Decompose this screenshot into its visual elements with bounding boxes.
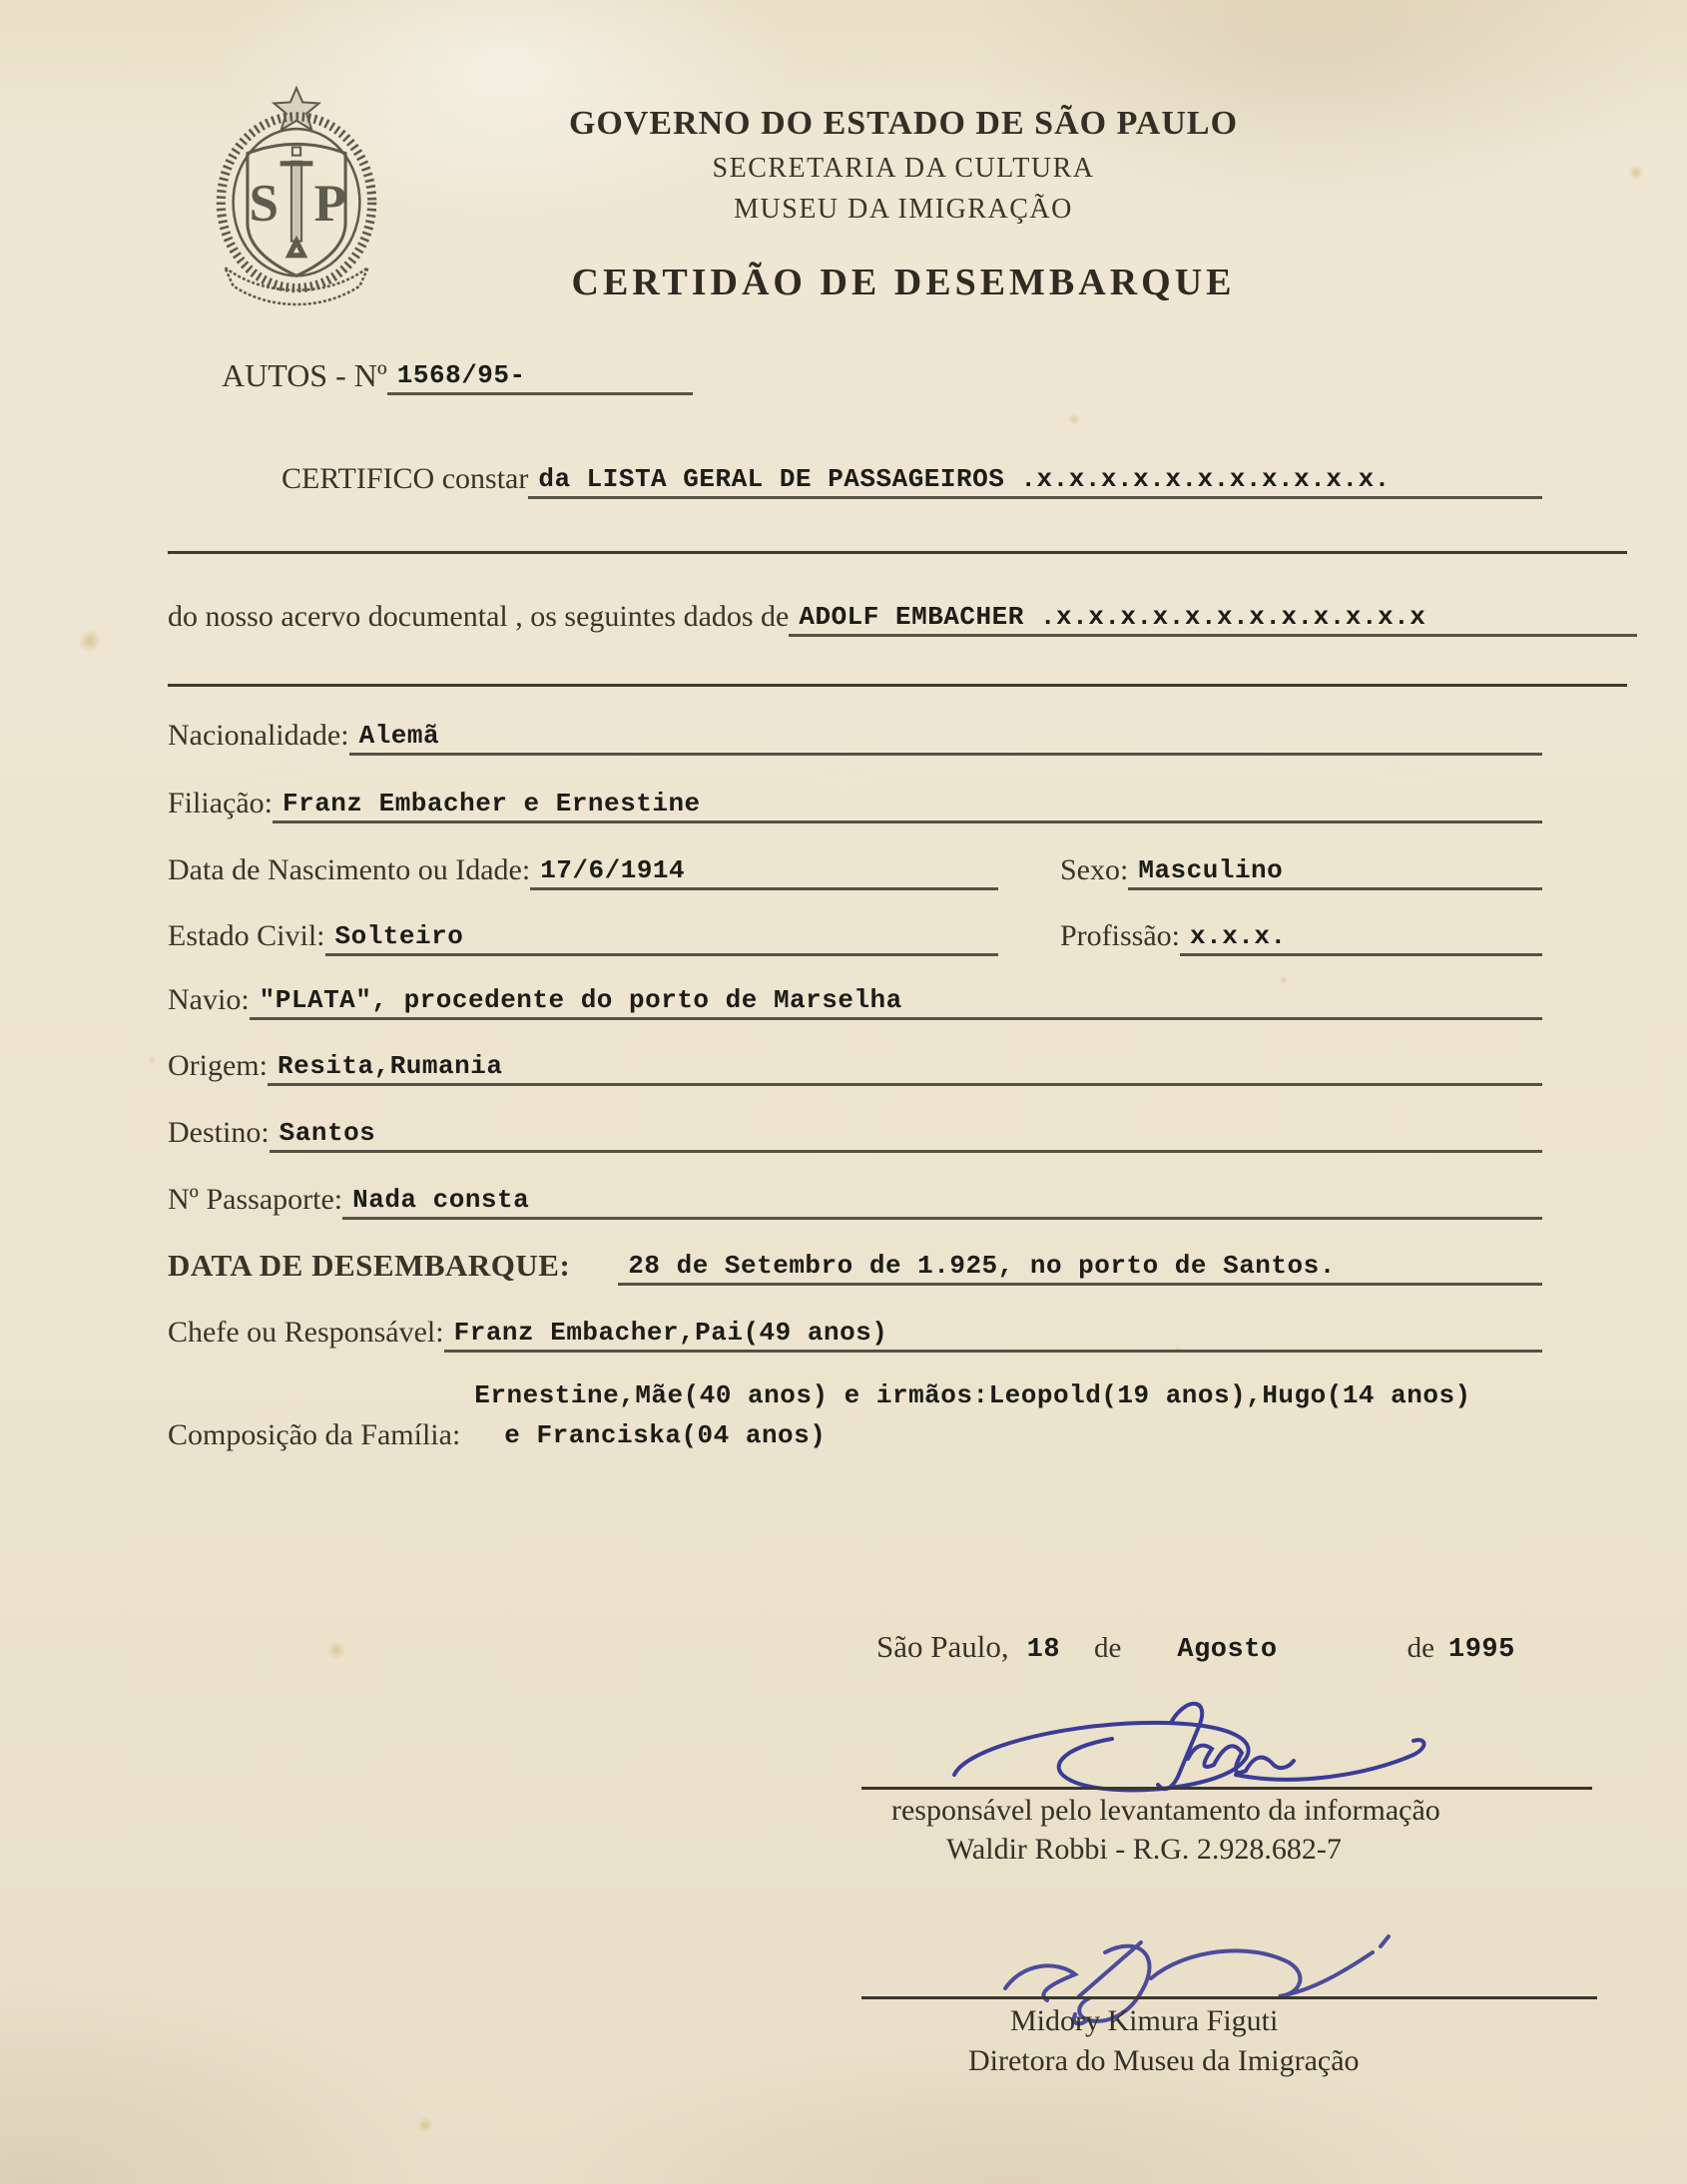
seal-letter-p: P bbox=[313, 174, 346, 234]
month: Agosto bbox=[1177, 1635, 1278, 1665]
document-title: CERTIDÃO DE DESEMBARQUE bbox=[571, 262, 1236, 303]
de-word: de bbox=[1406, 1632, 1434, 1664]
field-value: "PLATA", procedente do porto de Marselha bbox=[259, 985, 902, 1015]
city: São Paulo, bbox=[876, 1629, 1009, 1664]
director-name: Midory Kimura Figuti bbox=[1010, 2004, 1279, 2037]
field-label: Composição da Família: bbox=[168, 1418, 461, 1451]
responsible-caption: responsável pelo levantamento da informação bbox=[891, 1794, 1440, 1827]
field-familia bbox=[168, 1375, 1585, 1455]
government-name: GOVERNO DO ESTADO DE SÃO PAULO bbox=[568, 105, 1239, 142]
horizontal-rule bbox=[168, 684, 1627, 687]
acervo-label: do nosso acervo documental , os seguintes dados de bbox=[168, 600, 790, 633]
certifico-value: da LISTA GERAL DE PASSAGEIROS .x.x.x.x.x.x.x.x.x.x.x. bbox=[538, 464, 1391, 494]
field-value: Nada consta bbox=[352, 1185, 530, 1215]
field-data-desembarque bbox=[168, 1242, 1542, 1286]
field-nascimento-sexo bbox=[168, 846, 1542, 890]
field-destino bbox=[168, 1109, 1542, 1153]
field-label: Destino: bbox=[168, 1116, 270, 1149]
field-value: Franz Embacher,Pai(49 anos) bbox=[453, 1318, 888, 1348]
field-label: Chefe ou Responsável: bbox=[168, 1316, 444, 1349]
horizontal-rule bbox=[168, 551, 1627, 554]
secretariat-name: SECRETARIA DA CULTURA bbox=[712, 153, 1095, 184]
field-nacionalidade bbox=[168, 712, 1542, 756]
field-label: Estado Civil: bbox=[168, 919, 325, 952]
seal-letter-s: S bbox=[249, 174, 280, 234]
museum-name: MUSEU DA IMIGRAÇÃO bbox=[734, 194, 1073, 225]
subject-name: ADOLF EMBACHER .x.x.x.x.x.x.x.x.x.x.x.x bbox=[799, 602, 1426, 632]
field-value: Solteiro bbox=[334, 921, 464, 951]
signature-waldir-robbi bbox=[936, 1677, 1460, 1799]
field-navio bbox=[168, 976, 1542, 1020]
field-value: x.x.x. bbox=[1190, 921, 1287, 951]
signature-rule bbox=[861, 1787, 1592, 1790]
field-filiacao bbox=[168, 780, 1542, 823]
issue-date-line bbox=[876, 1629, 1515, 1665]
field-value: 17/6/1914 bbox=[540, 855, 686, 885]
family-line1: Ernestine,Mãe(40 anos) e irmãos:Leopold(19 anos),Hugo(14 anos) bbox=[474, 1380, 1471, 1410]
signature-rule bbox=[861, 1996, 1597, 1999]
field-label: Navio: bbox=[168, 983, 250, 1016]
field-value: Franz Embacher e Ernestine bbox=[281, 789, 701, 819]
field-label: Filiação: bbox=[168, 787, 273, 819]
field-label: Data de Nascimento ou Idade: bbox=[168, 853, 531, 886]
field-value: Santos bbox=[279, 1118, 376, 1148]
autos-number: 1568/95- bbox=[396, 360, 526, 390]
certifico-row bbox=[281, 451, 1542, 499]
field-label: Profissão: bbox=[1060, 919, 1180, 952]
acervo-row bbox=[168, 587, 1637, 637]
field-value: Resita,Rumania bbox=[277, 1051, 503, 1081]
autos-row bbox=[222, 349, 781, 395]
field-origem bbox=[168, 1042, 1542, 1086]
field-label: Nacionalidade: bbox=[168, 719, 349, 752]
field-value: Masculino bbox=[1138, 855, 1284, 885]
year: 1995 bbox=[1448, 1635, 1515, 1665]
de-word: de bbox=[1094, 1632, 1122, 1664]
field-label: Sexo: bbox=[1060, 853, 1129, 886]
family-line2: e Franciska(04 anos) bbox=[504, 1420, 827, 1450]
field-estado-profissao bbox=[168, 912, 1542, 956]
certifico-label: CERTIFICO constar bbox=[281, 462, 529, 495]
director-title: Diretora do Museu da Imigração bbox=[968, 2044, 1360, 2077]
field-value: Alemã bbox=[358, 721, 440, 751]
field-label: DATA DE DESEMBARQUE: bbox=[168, 1248, 571, 1283]
autos-label: AUTOS - Nº bbox=[222, 357, 387, 393]
field-label: Origem: bbox=[168, 1049, 268, 1082]
field-value: 28 de Setembro de 1.925, no porto de Santos. bbox=[628, 1251, 1336, 1281]
day: 18 bbox=[1026, 1635, 1061, 1665]
field-chefe bbox=[168, 1309, 1542, 1353]
letterhead bbox=[329, 100, 1477, 304]
field-passaporte bbox=[168, 1176, 1542, 1220]
responsible-name: Waldir Robbi - R.G. 2.928.682-7 bbox=[946, 1833, 1342, 1866]
field-label: Nº Passaporte: bbox=[168, 1183, 343, 1216]
